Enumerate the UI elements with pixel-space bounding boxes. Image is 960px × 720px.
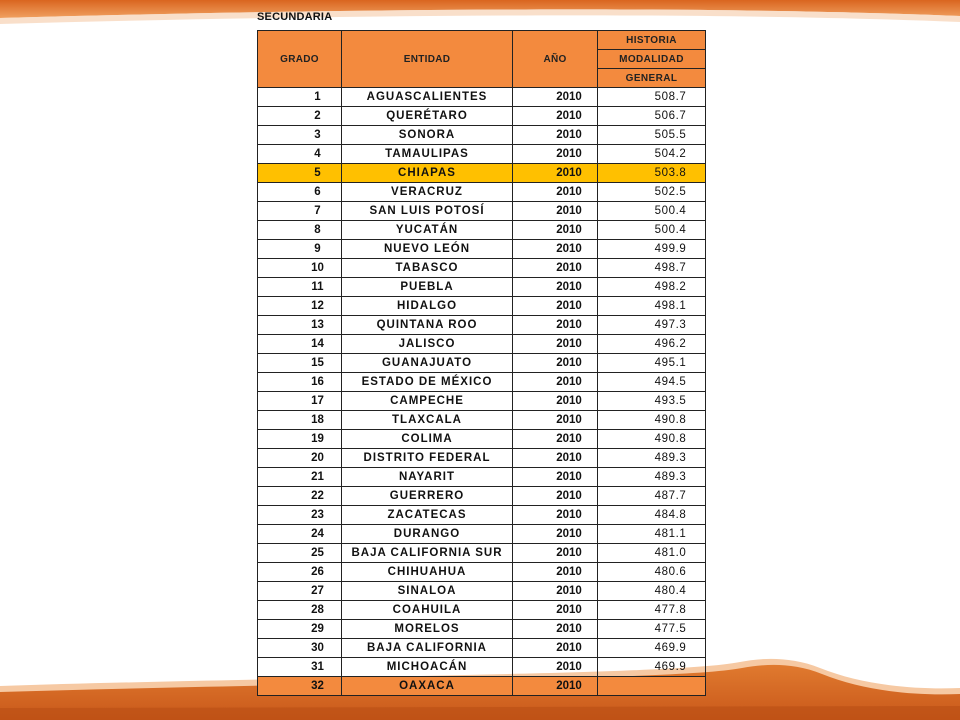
grade-cell: 8	[258, 221, 342, 240]
table-row	[258, 221, 706, 240]
table-row	[258, 354, 706, 373]
year-cell: 2010	[513, 316, 598, 335]
table-row	[258, 259, 706, 278]
table-row	[258, 677, 706, 696]
year-cell: 2010	[513, 278, 598, 297]
entity-cell: HIDALGO	[342, 297, 513, 316]
score-cell: 489.3	[598, 468, 706, 487]
entity-cell: QUERÉTARO	[342, 107, 513, 126]
grade-cell: 3	[258, 126, 342, 145]
grade-cell: 32	[258, 677, 342, 696]
entity-cell: DISTRITO FEDERAL	[342, 449, 513, 468]
ranking-table	[257, 30, 706, 696]
year-cell: 2010	[513, 563, 598, 582]
table-row	[258, 316, 706, 335]
score-cell: 480.4	[598, 582, 706, 601]
grade-cell: 16	[258, 373, 342, 392]
score-cell: 481.0	[598, 544, 706, 563]
score-cell: 490.8	[598, 430, 706, 449]
table-row	[258, 297, 706, 316]
grade-cell: 22	[258, 487, 342, 506]
score-cell: 489.3	[598, 449, 706, 468]
entity-cell: YUCATÁN	[342, 221, 513, 240]
year-cell: 2010	[513, 506, 598, 525]
year-cell: 2010	[513, 601, 598, 620]
entity-cell: MORELOS	[342, 620, 513, 639]
entity-cell: CAMPECHE	[342, 392, 513, 411]
score-cell: 480.6	[598, 563, 706, 582]
score-cell: 500.4	[598, 221, 706, 240]
entity-cell: BAJA CALIFORNIA	[342, 639, 513, 658]
year-cell: 2010	[513, 544, 598, 563]
score-cell: 503.8	[598, 164, 706, 183]
year-cell: 2010	[513, 525, 598, 544]
year-cell: 2010	[513, 449, 598, 468]
entity-cell: AGUASCALIENTES	[342, 88, 513, 107]
header-modality: GENERAL	[598, 69, 706, 88]
year-cell: 2010	[513, 221, 598, 240]
entity-cell: NUEVO LEÓN	[342, 240, 513, 259]
table-row	[258, 525, 706, 544]
entity-cell: COLIMA	[342, 430, 513, 449]
year-cell: 2010	[513, 411, 598, 430]
grade-cell: 28	[258, 601, 342, 620]
table-row	[258, 639, 706, 658]
entity-cell: PUEBLA	[342, 278, 513, 297]
entity-cell: JALISCO	[342, 335, 513, 354]
entity-cell: VERACRUZ	[342, 183, 513, 202]
entity-cell: COAHUILA	[342, 601, 513, 620]
year-cell: 2010	[513, 202, 598, 221]
header-subject: HISTORIA	[598, 31, 706, 50]
table-row	[258, 506, 706, 525]
year-cell: 2010	[513, 297, 598, 316]
entity-cell: QUINTANA ROO	[342, 316, 513, 335]
year-cell: 2010	[513, 164, 598, 183]
year-cell: 2010	[513, 183, 598, 202]
year-cell: 2010	[513, 107, 598, 126]
entity-cell: CHIHUAHUA	[342, 563, 513, 582]
grade-cell: 1	[258, 88, 342, 107]
grade-cell: 12	[258, 297, 342, 316]
grade-cell: 4	[258, 145, 342, 164]
table-row	[258, 582, 706, 601]
table-row	[258, 487, 706, 506]
entity-cell: ESTADO DE MÉXICO	[342, 373, 513, 392]
entity-cell: NAYARIT	[342, 468, 513, 487]
grade-cell: 27	[258, 582, 342, 601]
header-grade: GRADO	[258, 31, 342, 88]
table-row	[258, 240, 706, 259]
table-row	[258, 620, 706, 639]
grade-cell: 20	[258, 449, 342, 468]
grade-cell: 25	[258, 544, 342, 563]
entity-cell: CHIAPAS	[342, 164, 513, 183]
entity-cell: TAMAULIPAS	[342, 145, 513, 164]
score-cell: 498.2	[598, 278, 706, 297]
grade-cell: 10	[258, 259, 342, 278]
entity-cell: OAXACA	[342, 677, 513, 696]
score-cell: 494.5	[598, 373, 706, 392]
entity-cell: SINALOA	[342, 582, 513, 601]
table-row	[258, 202, 706, 221]
score-cell: 506.7	[598, 107, 706, 126]
score-cell: 504.2	[598, 145, 706, 164]
grade-cell: 11	[258, 278, 342, 297]
year-cell: 2010	[513, 468, 598, 487]
score-cell: 498.7	[598, 259, 706, 278]
table-row	[258, 183, 706, 202]
table-row	[258, 145, 706, 164]
entity-cell: BAJA CALIFORNIA SUR	[342, 544, 513, 563]
table-row	[258, 392, 706, 411]
grade-cell: 19	[258, 430, 342, 449]
table-body	[258, 88, 706, 696]
score-cell: 505.5	[598, 126, 706, 145]
header-entity: ENTIDAD	[342, 31, 513, 88]
table-row	[258, 544, 706, 563]
entity-cell: ZACATECAS	[342, 506, 513, 525]
year-cell: 2010	[513, 582, 598, 601]
year-cell: 2010	[513, 658, 598, 677]
grade-cell: 18	[258, 411, 342, 430]
year-cell: 2010	[513, 373, 598, 392]
score-cell: 499.9	[598, 240, 706, 259]
grade-cell: 31	[258, 658, 342, 677]
year-cell: 2010	[513, 88, 598, 107]
header-modality-label: MODALIDAD	[598, 50, 706, 69]
grade-cell: 6	[258, 183, 342, 202]
year-cell: 2010	[513, 335, 598, 354]
score-cell: 497.3	[598, 316, 706, 335]
entity-cell: SONORA	[342, 126, 513, 145]
score-cell: 487.7	[598, 487, 706, 506]
year-cell: 2010	[513, 126, 598, 145]
entity-cell: MICHOACÁN	[342, 658, 513, 677]
table-row	[258, 278, 706, 297]
year-cell: 2010	[513, 430, 598, 449]
header-year: AÑO	[513, 31, 598, 88]
score-cell: 477.5	[598, 620, 706, 639]
table-row	[258, 88, 706, 107]
score-cell: 481.1	[598, 525, 706, 544]
table-row	[258, 563, 706, 582]
grade-cell: 17	[258, 392, 342, 411]
grade-cell: 14	[258, 335, 342, 354]
section-title: SECUNDARIA	[257, 11, 333, 23]
grade-cell: 9	[258, 240, 342, 259]
entity-cell: TLAXCALA	[342, 411, 513, 430]
year-cell: 2010	[513, 620, 598, 639]
score-cell: 508.7	[598, 88, 706, 107]
score-cell: 495.1	[598, 354, 706, 373]
grade-cell: 2	[258, 107, 342, 126]
grade-cell: 13	[258, 316, 342, 335]
entity-cell: DURANGO	[342, 525, 513, 544]
grade-cell: 7	[258, 202, 342, 221]
year-cell: 2010	[513, 240, 598, 259]
score-cell: 469.9	[598, 639, 706, 658]
table-row	[258, 335, 706, 354]
score-cell	[598, 677, 706, 696]
table-row	[258, 411, 706, 430]
entity-cell: GUERRERO	[342, 487, 513, 506]
grade-cell: 23	[258, 506, 342, 525]
grade-cell: 30	[258, 639, 342, 658]
table-row	[258, 126, 706, 145]
grade-cell: 15	[258, 354, 342, 373]
grade-cell: 29	[258, 620, 342, 639]
year-cell: 2010	[513, 639, 598, 658]
table-row	[258, 468, 706, 487]
year-cell: 2010	[513, 259, 598, 278]
table-row	[258, 601, 706, 620]
score-cell: 500.4	[598, 202, 706, 221]
score-cell: 490.8	[598, 411, 706, 430]
grade-cell: 5	[258, 164, 342, 183]
entity-cell: GUANAJUATO	[342, 354, 513, 373]
score-cell: 484.8	[598, 506, 706, 525]
table-row	[258, 430, 706, 449]
year-cell: 2010	[513, 487, 598, 506]
score-cell: 502.5	[598, 183, 706, 202]
entity-cell: SAN LUIS POTOSÍ	[342, 202, 513, 221]
score-cell: 469.9	[598, 658, 706, 677]
grade-cell: 26	[258, 563, 342, 582]
score-cell: 498.1	[598, 297, 706, 316]
year-cell: 2010	[513, 145, 598, 164]
grade-cell: 24	[258, 525, 342, 544]
table-row	[258, 449, 706, 468]
year-cell: 2010	[513, 677, 598, 696]
table-row	[258, 658, 706, 677]
table-row	[258, 164, 706, 183]
slide-top-border	[0, 0, 960, 24]
year-cell: 2010	[513, 354, 598, 373]
year-cell: 2010	[513, 392, 598, 411]
score-cell: 493.5	[598, 392, 706, 411]
entity-cell: TABASCO	[342, 259, 513, 278]
score-cell: 477.8	[598, 601, 706, 620]
table-row	[258, 373, 706, 392]
table-row	[258, 107, 706, 126]
grade-cell: 21	[258, 468, 342, 487]
score-cell: 496.2	[598, 335, 706, 354]
